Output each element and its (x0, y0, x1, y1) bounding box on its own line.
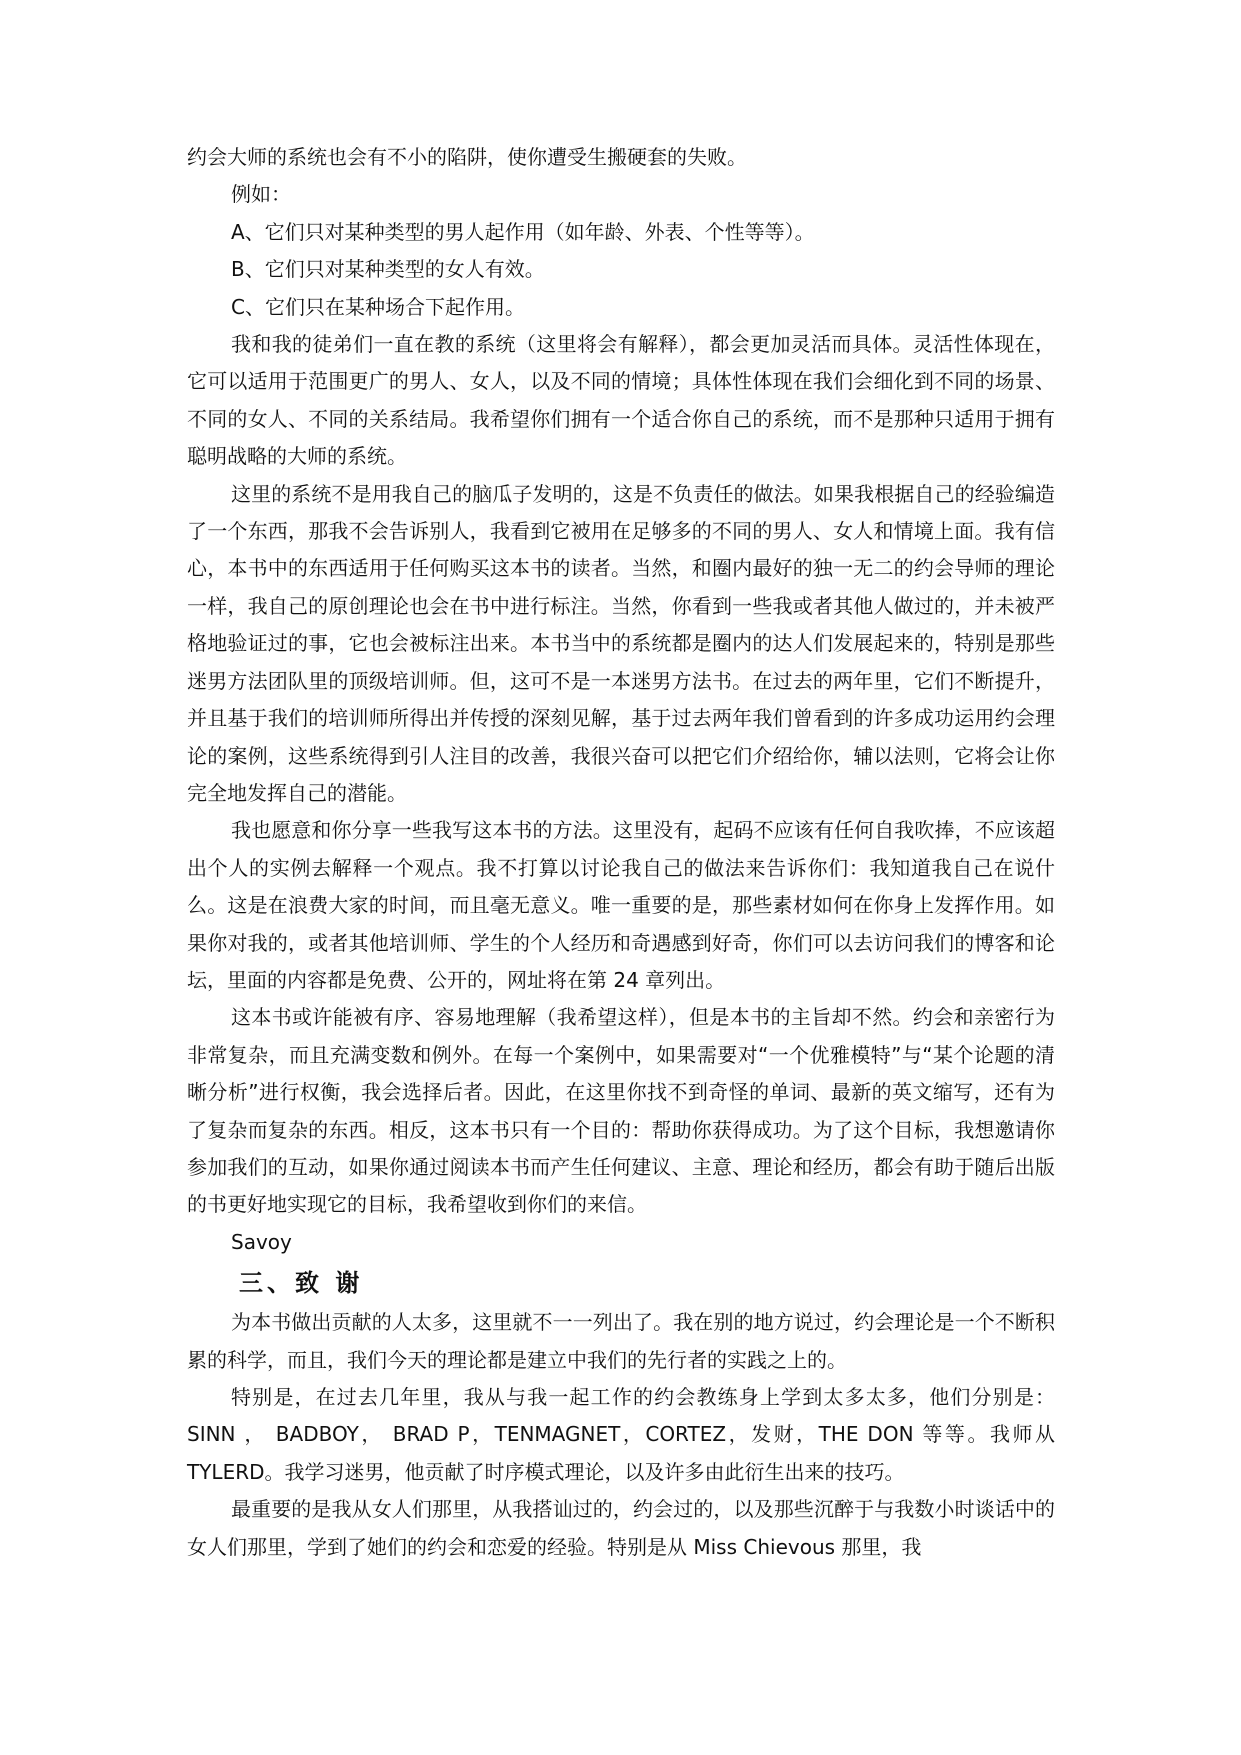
paragraph: 最重要的是我从女人们那里，从我搭讪过的，约会过的，以及那些沉醉于与我数小时谈话中的女人们那里，学到了她们的约会和恋爱的经验。特别是从 Miss Chievous 那里，我 (187, 1497, 1055, 1559)
paragraph: 这本书或许能被有序、容易地理解（我希望这样），但是本书的主旨却不然。约会和亲密行为非常复杂，而且充满变数和例外。在每一个案例中，如果需要对“一个优雅模特”与“某个论题的清晰分析”进行权衡，我会选择后者。因此，在这里你找不到奇怪的单词、最新的英文缩写，还有为了复杂而复杂的东西。相反，这本书只有一个目的：帮助你获得成功。为了这个目标，我想邀请你参加我们的互动，如果你通过阅读本书而产生任何建议、主意、理论和经历，都会有助于随后出版的书更好地实现它的目标，我希望收到你们的来信。 (187, 1005, 1055, 1217)
list-item: A、它们只对某种类型的男人起作用（如年龄、外表、个性等等）。 (231, 219, 815, 244)
paragraph: 我也愿意和你分享一些我写这本书的方法。这里没有，起码不应该有任何自我吹捧，不应该超出个人的实例去解释一个观点。我不打算以讨论我自己的做法来告诉你们：我知道我自己在说什么。这是在浪费大家的时间，而且毫无意义。唯一重要的是，那些素材如何在你身上发挥作用。如果你对我的，或者其他培训师、学生的个人经历和奇遇感到好奇，你们可以去访问我们的博客和论坛，里面的内容都是免费、公开的，网址将在第 24 章列出。 (187, 818, 1055, 992)
paragraph: 例如： (231, 182, 291, 207)
document-page (187, 145, 1055, 1566)
paragraph: 特别是，在过去几年里，我从与我一起工作的约会教练身上学到太多太多，他们分别是：SINN ， BADBOY， BRAD P，TENMAGNET，CORTEZ，发财，THE DON 等等。我师从 TYLERD。我学习迷男，他贡献了时序模式理论，以及许多由此衍生出来的技巧。 (187, 1385, 1055, 1484)
paragraphs-before (187, 139, 1055, 1224)
paragraph: 为本书做出贡献的人太多，这里就不一一列出了。我在别的地方说过，约会理论是一个不断积累的科学，而且，我们今天的理论都是建立中我们的先行者的实践之上的。 (187, 1310, 1055, 1372)
list-item: C、它们只在某种场合下起作用。 (231, 294, 525, 319)
author-signature: Savoy (231, 1229, 292, 1254)
paragraph: 我和我的徒弟们一直在教的系统（这里将会有解释），都会更加灵活而具体。灵活性体现在，它可以适用于范围更广的男人、女人，以及不同的情境；具体性体现在我们会细化到不同的场景、不同的女人、不同的关系结局。我希望你们拥有一个适合你自己的系统，而不是那种只适用于拥有聪明战略的大师的系统。 (187, 332, 1055, 469)
paragraphs-after (187, 1304, 1055, 1566)
list-item: B、它们只对某种类型的女人有效。 (231, 257, 545, 282)
paragraph: 约会大师的系统也会有不小的陷阱，使你遭受生搬硬套的失败。 (187, 145, 747, 169)
section-heading: 三、致 谢 (239, 1269, 364, 1298)
paragraph: 这里的系统不是用我自己的脑瓜子发明的，这是不负责任的做法。如果我根据自己的经验编造了一个东西，那我不会告诉别人，我看到它被用在足够多的不同的男人、女人和情境上面。我有信心，本书中的东西适用于任何购买这本书的读者。当然，和圈内最好的独一无二的约会导师的理论一样，我自己的原创理论也会在书中进行标注。当然，你看到一些我或者其他人做过的，并未被严格地验证过的事，它也会被标注出来。本书当中的系统都是圈内的达人们发展起来的，特别是那些迷男方法团队里的顶级培训师。但，这可不是一本迷男方法书。在过去的两年里，它们不断提升，并且基于我们的培训师所得出并传授的深刻见解，基于过去两年我们曾看到的许多成功运用约会理论的案例，这些系统得到引人注目的改善，我很兴奋可以把它们介绍给你，辅以法则，它将会让你完全地发挥自己的潜能。 (187, 481, 1055, 805)
